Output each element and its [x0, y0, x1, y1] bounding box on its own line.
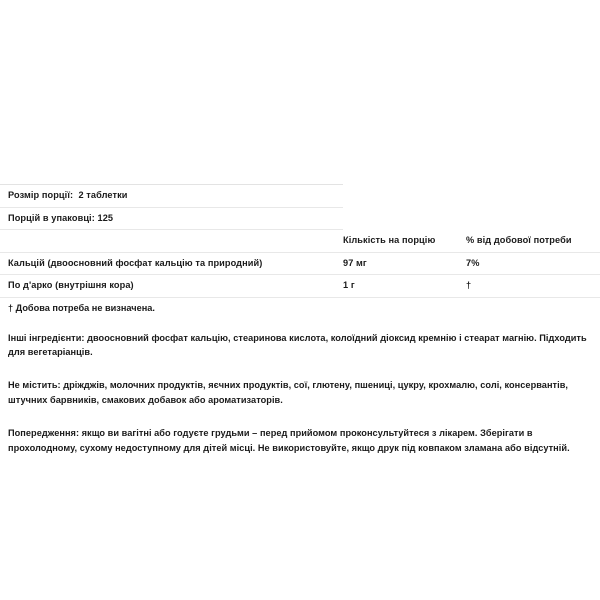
servings-per-container-cell	[0, 207, 343, 230]
table-row	[0, 252, 600, 275]
table-header-row	[0, 230, 600, 253]
nutrient-name: По д'арко (внутрішня кора)	[0, 275, 343, 298]
table-row-serving-size	[0, 185, 600, 208]
warning-paragraph: Попередження: якщо ви вагітні або годуєте грудьми – перед прийомом проконсультуйтеся з лікарем. Зберігати в прохолодному, сухому недоступному для дітей місці. Не використовуйте, якщо друк під ковпаком зламана або відсутній.	[8, 428, 570, 454]
nutrient-daily-value: 7%	[466, 252, 600, 275]
serving-size-cell	[0, 185, 343, 208]
column-header-percent-daily-value: % від добової потреби	[466, 230, 600, 253]
serving-size-amount-spacer	[343, 185, 466, 208]
serving-size-value: 2 таблетки	[78, 190, 128, 201]
column-header-name	[0, 230, 343, 253]
nutrient-daily-value: †	[466, 275, 600, 298]
daily-value-footnote: † Добова потреба не визначена.	[8, 302, 155, 313]
nutrient-amount: 97 мг	[343, 252, 466, 275]
supplement-facts-panel	[0, 184, 600, 456]
column-header-amount-per-serving: Кількість на порцію	[343, 230, 466, 253]
nutrient-name: Кальцій (двоосновний фосфат кальцію та природний)	[0, 252, 343, 275]
servings-amount-spacer	[343, 207, 466, 230]
servings-per-container-label: Порцій в упаковці:	[8, 212, 95, 223]
servings-dv-spacer	[466, 207, 600, 230]
supplement-facts-table	[0, 184, 600, 298]
serving-size-label: Розмір порції:	[8, 190, 74, 201]
free-from-paragraph: Не містить: дріжджів, молочних продуктів, яєчних продуктів, сої, глютену, пшениці, цукру, крохмалю, солі, консервантів, штучних барвників, смакових добавок або ароматизаторів.	[8, 380, 568, 406]
servings-per-container-value: 125	[97, 212, 114, 223]
table-row	[0, 275, 600, 298]
nutrient-amount: 1 г	[343, 275, 466, 298]
table-row-servings-per-container	[0, 207, 600, 230]
other-ingredients-paragraph: Інші інгредієнти: двоосновний фосфат кальцію, стеаринова кислота, колоїдний діоксид кремнію і стеарат магнію. Підходить для вегетаріанців.	[8, 332, 587, 358]
serving-size-dv-spacer	[466, 185, 600, 208]
